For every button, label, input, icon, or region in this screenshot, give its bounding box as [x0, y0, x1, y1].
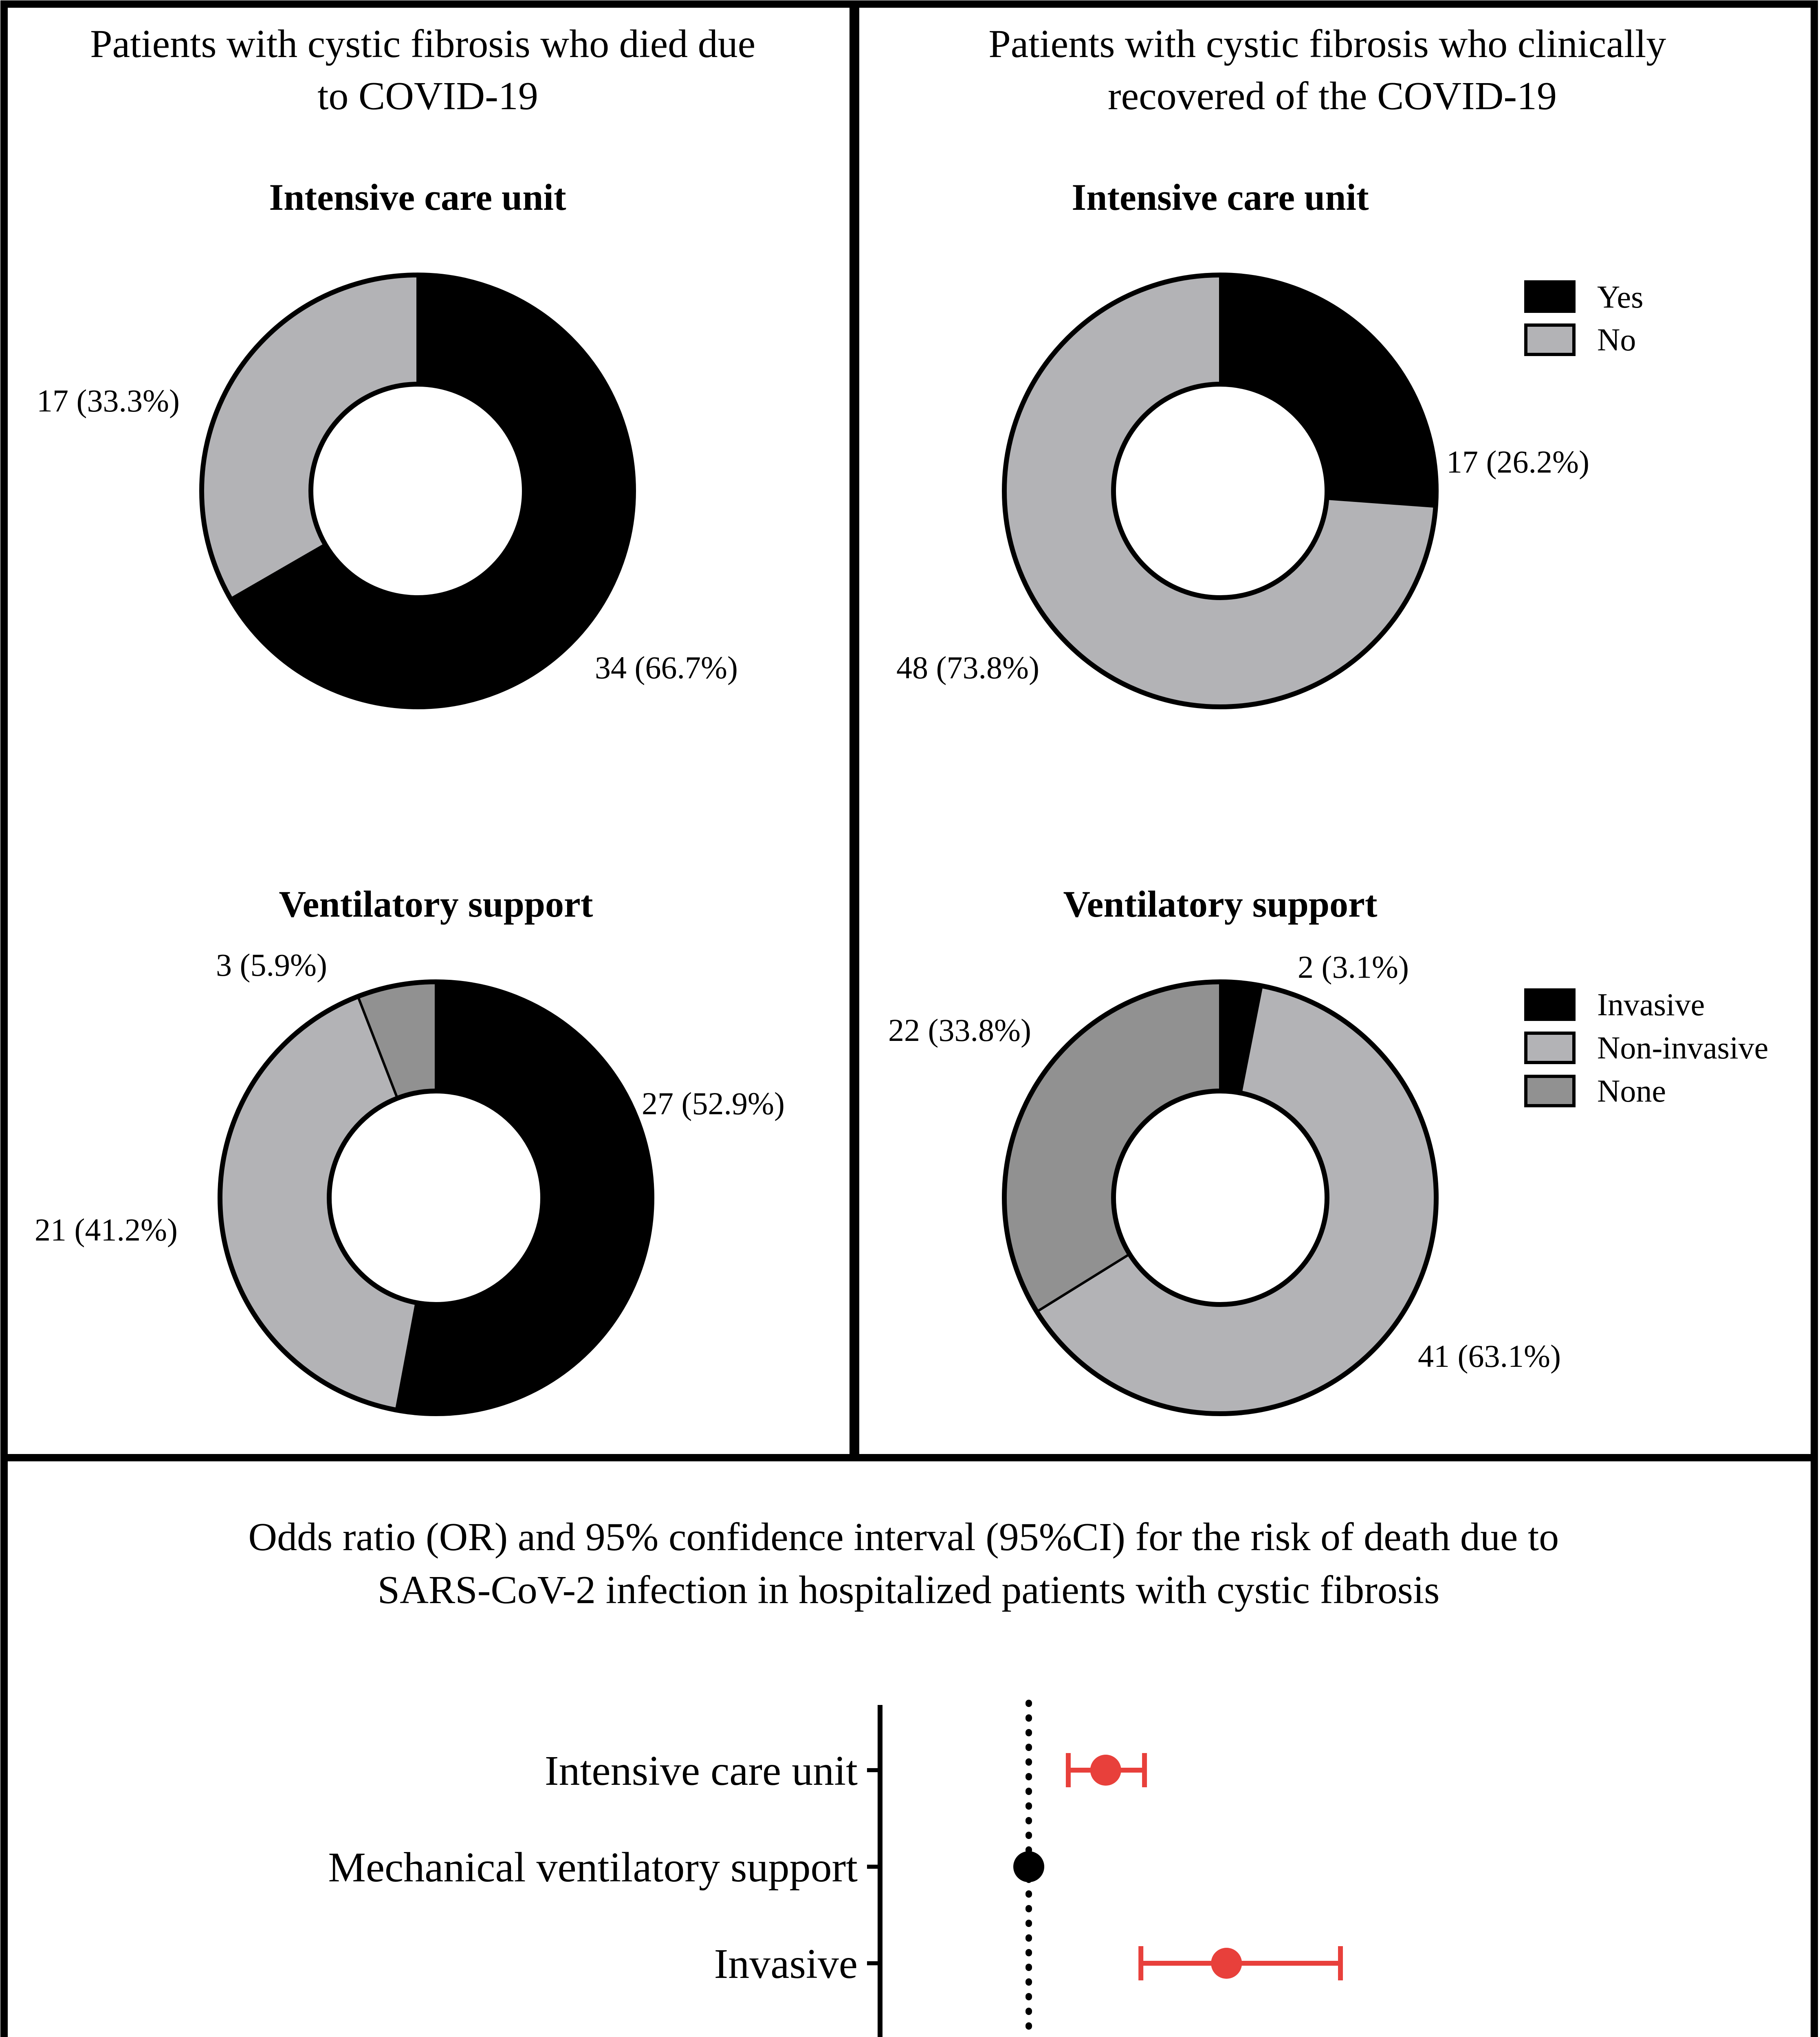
forest-plot — [328, 1703, 1462, 2037]
donut-title: Ventilatory support — [1063, 883, 1378, 925]
or-point — [1211, 1948, 1242, 1979]
label-recovered-vent-noninvasive: 41 (63.1%) — [1418, 1338, 1561, 1374]
recovered-title — [988, 22, 1676, 118]
forest-title — [248, 1515, 1569, 1612]
legend-label-no: No — [1597, 322, 1636, 357]
label-recovered-icu-no: 48 (73.8%) — [896, 650, 1039, 685]
legend-label-yes: Yes — [1597, 279, 1644, 315]
legend-swatch-no — [1526, 325, 1574, 354]
legend-swatch-none — [1526, 1076, 1574, 1106]
died-title-line-2: to COVID-19 — [317, 74, 538, 118]
legend-icu — [1526, 279, 1644, 357]
donut-recovered-icu — [1004, 176, 1436, 707]
legend-ventilatory — [1526, 987, 1768, 1109]
label-recovered-vent-none: 22 (33.8%) — [888, 1012, 1031, 1048]
died-title — [90, 22, 766, 118]
or-point — [1013, 1851, 1044, 1882]
label-died-vent-noninvasive: 21 (41.2%) — [35, 1212, 178, 1247]
label-died-vent-none: 3 (5.9%) — [216, 947, 327, 983]
donut-hole — [1114, 384, 1327, 598]
donut-hole — [1114, 1091, 1327, 1304]
label-died-icu-yes: 34 (66.7%) — [595, 650, 738, 685]
label-recovered-vent-invasive: 2 (3.1%) — [1298, 949, 1409, 985]
legend-label-none: None — [1597, 1073, 1666, 1109]
donut-title: Intensive care unit — [269, 176, 566, 218]
donut-died-icu — [202, 176, 634, 707]
legend-label-noninvasive: Non-invasive — [1597, 1030, 1769, 1065]
legend-label-invasive: Invasive — [1597, 987, 1705, 1022]
donut-title: Ventilatory support — [279, 883, 593, 925]
recovered-title-line-2: recovered of the COVID-19 — [1107, 74, 1557, 118]
donut-hole — [311, 384, 524, 598]
recovered-title-line-1: Patients with cystic fibrosis who clinically — [988, 22, 1666, 66]
label-recovered-icu-yes: 17 (26.2%) — [1446, 444, 1589, 480]
legend-swatch-invasive — [1526, 990, 1574, 1019]
donut-hole — [329, 1091, 543, 1304]
donut-title: Intensive care unit — [1072, 176, 1369, 218]
legend-swatch-yes — [1526, 282, 1574, 311]
forest-title-line-2: SARS-CoV-2 infection in hospitalized patients with cystic fibrosis — [377, 1568, 1440, 1612]
y-tick-label: Intensive care unit — [544, 1747, 858, 1794]
forest-title-line-1: Odds ratio (OR) and 95% confidence interval (95%CI) for the risk of death due to — [248, 1515, 1559, 1559]
label-died-icu-no: 17 (33.3%) — [37, 383, 180, 418]
y-tick-label: Mechanical ventilatory support — [328, 1844, 858, 1891]
died-title-line-1: Patients with cystic fibrosis who died due — [90, 22, 756, 66]
legend-swatch-noninvasive — [1526, 1033, 1574, 1062]
y-tick-label: Invasive — [714, 1940, 858, 1987]
label-died-vent-invasive: 27 (52.9%) — [642, 1086, 785, 1121]
or-point — [1090, 1755, 1121, 1786]
